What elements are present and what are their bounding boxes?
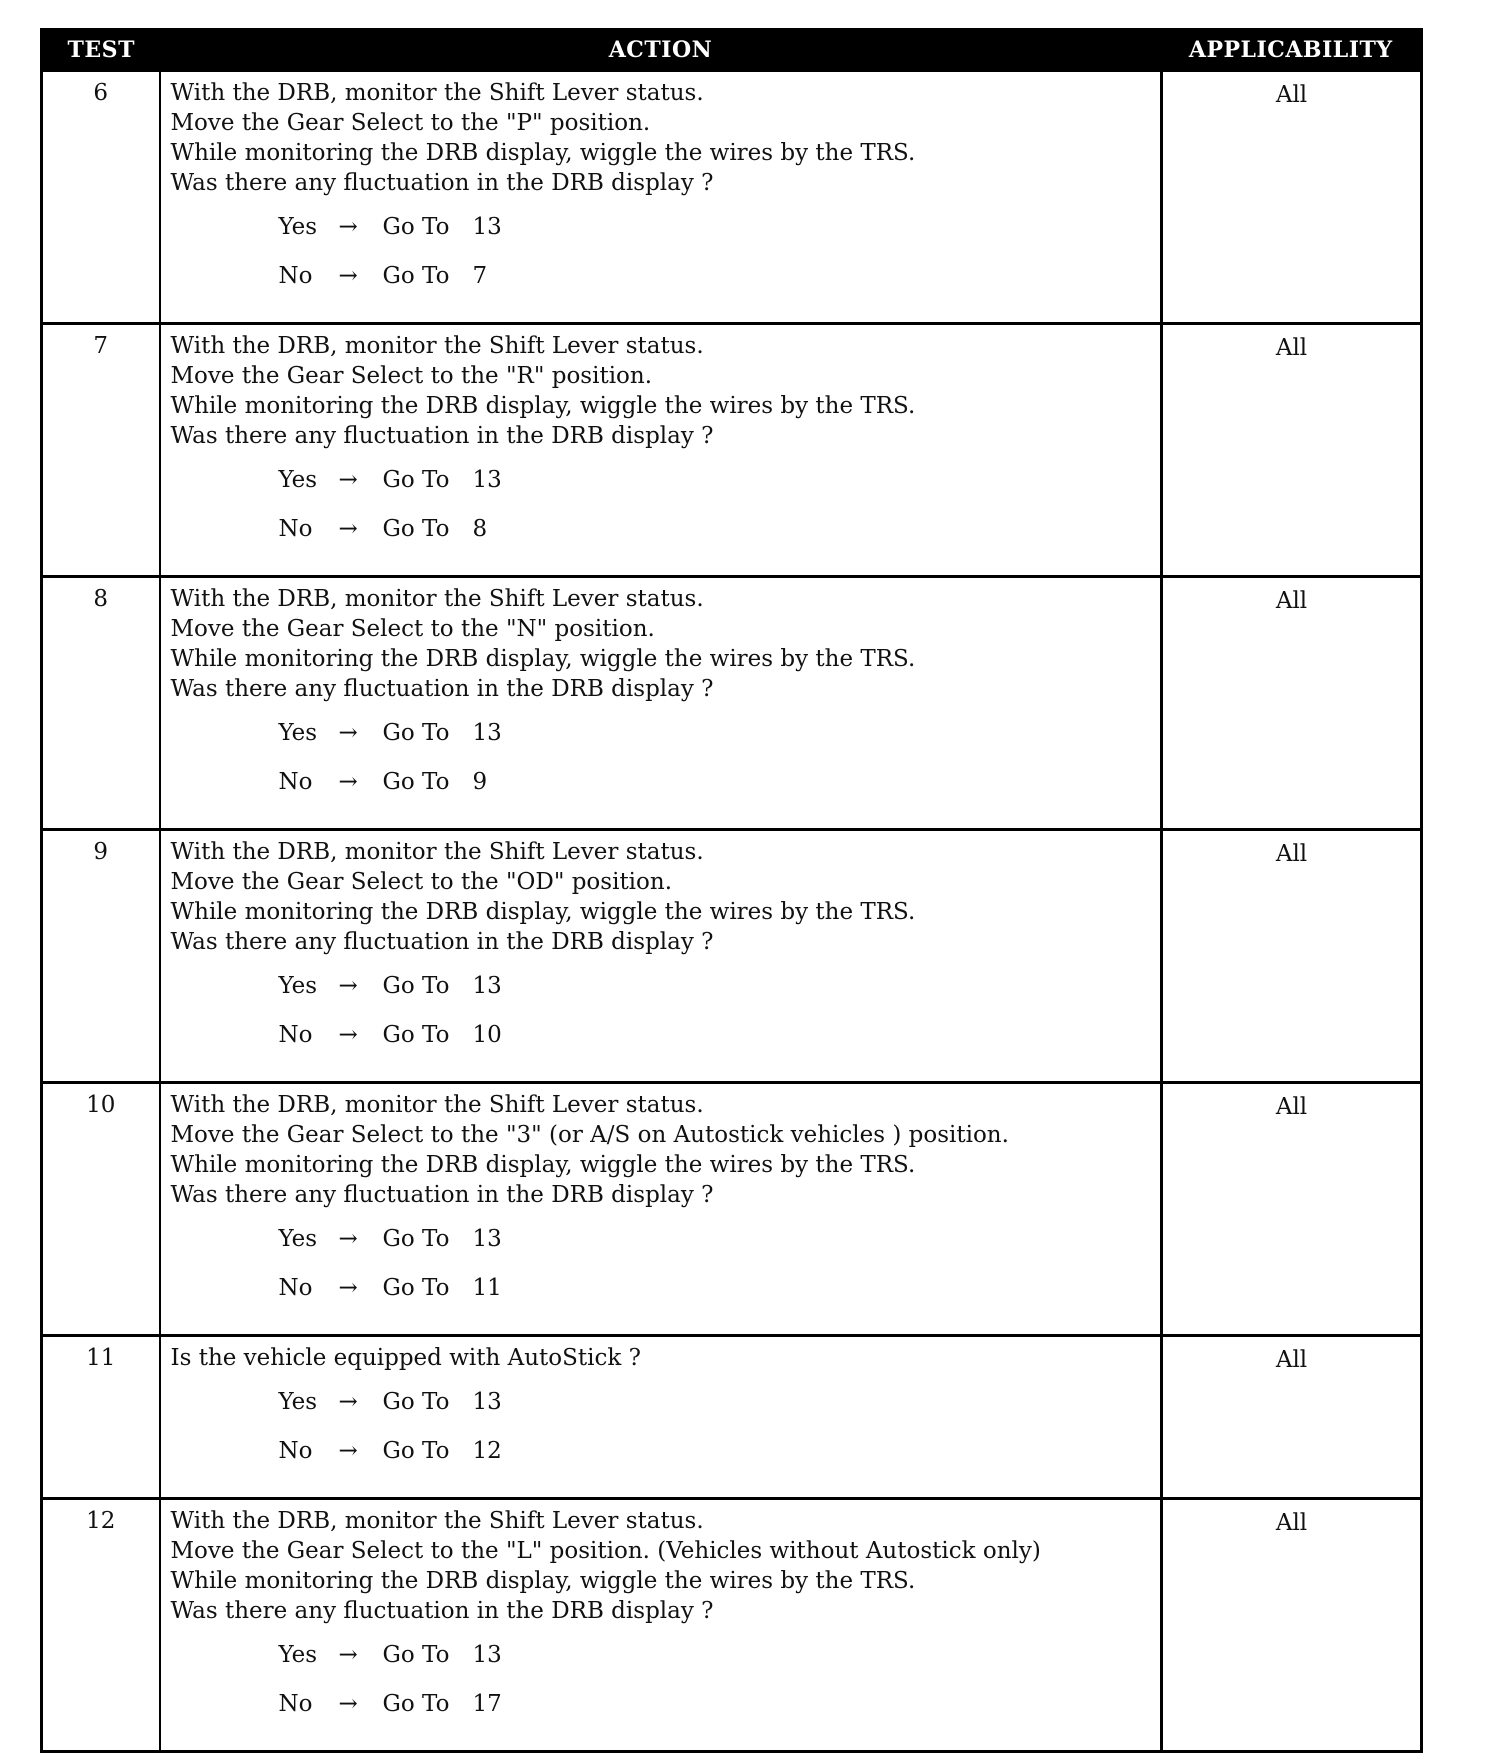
branch-answer: No [278, 516, 313, 542]
branch-group [171, 971, 1151, 1069]
table-row [42, 1083, 1422, 1336]
applicability-value: All [1275, 1094, 1308, 1120]
table-body [42, 71, 1422, 1752]
go-to-target: 13 [472, 467, 502, 493]
branch-group [171, 1224, 1151, 1322]
go-to-label: Go To [382, 1691, 450, 1717]
applicability-value: All [1275, 841, 1308, 867]
go-to-label: Go To [382, 1389, 450, 1415]
table-row [42, 577, 1422, 830]
arrow-right-icon: → [338, 720, 358, 746]
go-to-target: 9 [472, 769, 488, 795]
action-instruction: While monitoring the DRB display, wiggle the wires by the TRS. [170, 1568, 916, 1594]
go-to-label: Go To [382, 1022, 450, 1048]
go-to-label: Go To [382, 973, 450, 999]
branch-no [171, 1436, 1151, 1485]
action-cell [160, 577, 1162, 830]
action-cell [160, 324, 1162, 577]
applicability-value: All [1275, 82, 1308, 108]
action-instruction: Was there any fluctuation in the DRB display ? [170, 170, 714, 196]
arrow-right-icon: → [338, 263, 358, 289]
action-instruction: With the DRB, monitor the Shift Lever status. [170, 1508, 704, 1534]
table-row [42, 1499, 1422, 1752]
action-cell [160, 1083, 1162, 1336]
go-to-target: 13 [472, 1642, 502, 1668]
applicability-value: All [1275, 1510, 1308, 1536]
action-instruction: Was there any fluctuation in the DRB display ? [170, 676, 714, 702]
branch-answer: Yes [278, 214, 318, 240]
branch-answer: No [278, 1275, 313, 1301]
arrow-right-icon: → [338, 769, 358, 795]
branch-answer: No [278, 1438, 313, 1464]
action-instruction: While monitoring the DRB display, wiggle the wires by the TRS. [170, 646, 916, 672]
arrow-right-icon: → [338, 973, 358, 999]
arrow-right-icon: → [338, 516, 358, 542]
branch-yes [171, 1640, 1151, 1689]
test-number: 12 [42, 1499, 160, 1752]
action-instruction: While monitoring the DRB display, wiggle the wires by the TRS. [170, 393, 916, 419]
action-instruction: Was there any fluctuation in the DRB display ? [170, 1598, 714, 1624]
branch-no [171, 1689, 1151, 1738]
test-number: 10 [42, 1083, 160, 1336]
branch-no [171, 1020, 1151, 1069]
branch-yes [171, 971, 1151, 1020]
branch-no [171, 767, 1151, 816]
branch-answer: No [278, 263, 313, 289]
branch-no [171, 1273, 1151, 1322]
branch-answer: Yes [278, 720, 318, 746]
go-to-target: 13 [472, 214, 502, 240]
go-to-target: 13 [472, 973, 502, 999]
branch-answer: Yes [278, 467, 318, 493]
applicability-value: All [1275, 588, 1308, 614]
action-instruction: With the DRB, monitor the Shift Lever status. [170, 839, 704, 865]
action-instruction: With the DRB, monitor the Shift Lever status. [170, 333, 704, 359]
go-to-label: Go To [382, 769, 450, 795]
go-to-target: 10 [472, 1022, 502, 1048]
branch-group [171, 1387, 1151, 1485]
arrow-right-icon: → [338, 1691, 358, 1717]
action-instruction: Move the Gear Select to the "N" position. [170, 616, 655, 642]
go-to-label: Go To [382, 516, 450, 542]
header-row [42, 30, 1422, 71]
go-to-target: 13 [472, 1226, 502, 1252]
diagnostic-test-table [40, 28, 1423, 1753]
go-to-label: Go To [382, 214, 450, 240]
action-cell [160, 71, 1162, 324]
test-number: 7 [42, 324, 160, 577]
go-to-label: Go To [382, 1275, 450, 1301]
arrow-right-icon: → [338, 214, 358, 240]
arrow-right-icon: → [338, 1022, 358, 1048]
action-cell [160, 1499, 1162, 1752]
header-action: ACTION [160, 30, 1162, 71]
test-number: 11 [42, 1336, 160, 1499]
action-instruction: With the DRB, monitor the Shift Lever status. [170, 80, 704, 106]
arrow-right-icon: → [338, 467, 358, 493]
branch-group [171, 718, 1151, 816]
arrow-right-icon: → [338, 1275, 358, 1301]
go-to-target: 12 [472, 1438, 502, 1464]
branch-group [171, 212, 1151, 310]
action-instruction: Is the vehicle equipped with AutoStick ? [170, 1345, 641, 1371]
action-instruction: Was there any fluctuation in the DRB display ? [170, 423, 714, 449]
go-to-target: 13 [472, 1389, 502, 1415]
branch-yes [171, 465, 1151, 514]
action-instruction: Was there any fluctuation in the DRB display ? [170, 929, 714, 955]
go-to-target: 13 [472, 720, 502, 746]
action-instruction: With the DRB, monitor the Shift Lever status. [170, 1092, 704, 1118]
go-to-label: Go To [382, 467, 450, 493]
branch-answer: No [278, 1022, 313, 1048]
action-instruction: Move the Gear Select to the "OD" position. [170, 869, 673, 895]
branch-yes [171, 1224, 1151, 1273]
header-applicability: APPLICABILITY [1162, 30, 1422, 71]
table-row [42, 71, 1422, 324]
table-row [42, 830, 1422, 1083]
action-instruction: Move the Gear Select to the "P" position. [170, 110, 651, 136]
go-to-target: 17 [472, 1691, 502, 1717]
go-to-label: Go To [382, 263, 450, 289]
go-to-label: Go To [382, 1438, 450, 1464]
branch-group [171, 1640, 1151, 1738]
action-instruction: Move the Gear Select to the "R" position. [170, 363, 653, 389]
go-to-target: 7 [472, 263, 488, 289]
branch-answer: Yes [278, 1226, 318, 1252]
branch-no [171, 261, 1151, 310]
action-instruction: Move the Gear Select to the "L" position. (Vehicles without Autostick only) [170, 1538, 1041, 1564]
action-cell [160, 1336, 1162, 1499]
test-number: 8 [42, 577, 160, 830]
table-header [42, 30, 1422, 71]
branch-yes [171, 212, 1151, 261]
test-number: 6 [42, 71, 160, 324]
applicability-value: All [1275, 335, 1308, 361]
branch-answer: No [278, 1691, 313, 1717]
action-instruction: Was there any fluctuation in the DRB display ? [170, 1182, 714, 1208]
go-to-label: Go To [382, 1642, 450, 1668]
action-instruction: While monitoring the DRB display, wiggle the wires by the TRS. [170, 899, 916, 925]
branch-group [171, 465, 1151, 563]
go-to-target: 8 [472, 516, 488, 542]
arrow-right-icon: → [338, 1389, 358, 1415]
action-instruction: With the DRB, monitor the Shift Lever status. [170, 586, 704, 612]
action-instruction: Move the Gear Select to the "3" (or A/S on Autostick vehicles ) position. [170, 1122, 1009, 1148]
action-instruction: While monitoring the DRB display, wiggle the wires by the TRS. [170, 140, 916, 166]
arrow-right-icon: → [338, 1226, 358, 1252]
go-to-target: 11 [472, 1275, 502, 1301]
action-cell [160, 830, 1162, 1083]
branch-no [171, 514, 1151, 563]
applicability-value: All [1275, 1347, 1308, 1373]
branch-yes [171, 1387, 1151, 1436]
arrow-right-icon: → [338, 1642, 358, 1668]
test-number: 9 [42, 830, 160, 1083]
branch-answer: Yes [278, 973, 318, 999]
go-to-label: Go To [382, 720, 450, 746]
action-instruction: While monitoring the DRB display, wiggle the wires by the TRS. [170, 1152, 916, 1178]
document-page [40, 28, 1420, 1753]
branch-answer: Yes [278, 1642, 318, 1668]
branch-answer: Yes [278, 1389, 318, 1415]
table-row [42, 1336, 1422, 1499]
header-test: TEST [42, 30, 160, 71]
branch-yes [171, 718, 1151, 767]
go-to-label: Go To [382, 1226, 450, 1252]
branch-answer: No [278, 769, 313, 795]
arrow-right-icon: → [338, 1438, 358, 1464]
table-row [42, 324, 1422, 577]
